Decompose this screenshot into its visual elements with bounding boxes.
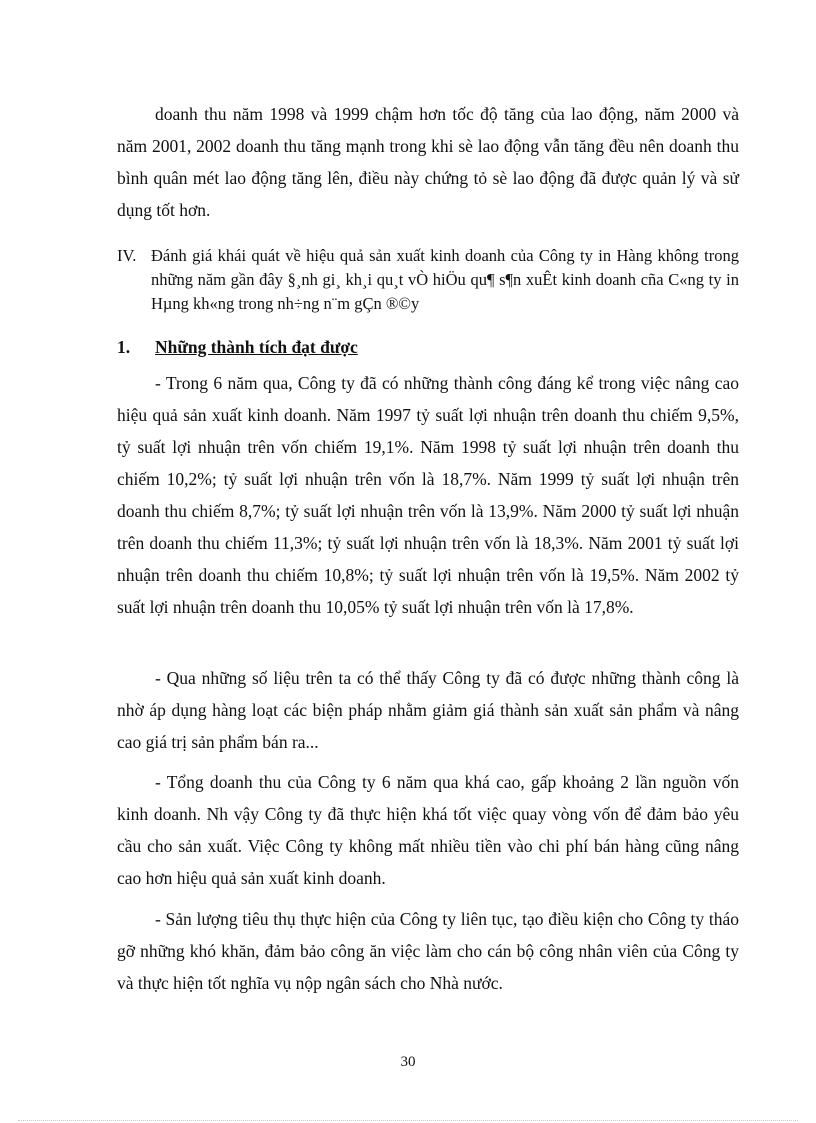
- section-title: Đánh giá khái quát về hiệu quả sản xuất kinh doanh của Công ty in Hàng không trong những năm gần đây §¸nh gi¸ kh¸i qu¸t vÒ hiÖu qu¶ s¶n xuÊt kinh doanh cña C«ng ty in Hµng kh«ng trong nh÷ng n¨m gÇn ®©y: [151, 246, 739, 313]
- paragraph-analysis: - Qua những số liệu trên ta có thể thấy Công ty đã có được những thành công là nhờ áp dụng hàng loạt các biện pháp nhằm giảm giá thành sản xuất sản phẩm và nâng cao giá trị sản phẩm bán ra...: [117, 668, 739, 752]
- section-heading-iv: [117, 244, 739, 316]
- footer-divider: [18, 1120, 798, 1121]
- section-number: IV.: [117, 246, 137, 265]
- subsection-heading-1: [117, 333, 739, 361]
- page-number: 30: [400, 1054, 416, 1070]
- subsection-number: 1.: [117, 337, 131, 357]
- paragraph-output: - Sản lượng tiêu thụ thực hiện của Công ty liên tục, tạo điều kiện cho Công ty tháo gỡ những khó khăn, đảm bảo công ăn việc làm cho cán bộ công nhân viên của Công ty và thực hiện tốt nghĩa vụ nộp ngân sách cho Nhà nước.: [117, 909, 739, 993]
- paragraph-achievements: - Trong 6 năm qua, Công ty đã có những thành công đáng kể trong việc nâng cao hiệu quả sản xuất kinh doanh. Năm 1997 tỷ suất lợi nhuận trên doanh thu chiếm 9,5%, tỷ suất lợi nhuận trên vốn chiếm 19,1%. Năm 1998 tỷ suất lợi nhuận trên doanh thu chiếm 10,2%; tỷ suất lợi nhuận trên vốn là 18,7%. Năm 1999 tỷ suất lợi nhuận trên doanh thu chiếm 8,7%; tỷ suất lợi nhuận trên vốn là 13,9%. Năm 2000 tỷ suất lợi nhuận trên doanh thu chiếm 11,3%; tỷ suất lợi nhuận trên vốn là 18,3%. Năm 2001 tỷ suất lợi nhuận trên doanh thu chiếm 10,8%; tỷ suất lợi nhuận trên vốn là 19,5%. Năm 2002 tỷ suất lợi nhuận trên doanh thu 10,05% tỷ suất lợi nhuận trên vốn là 17,8%.: [117, 373, 739, 617]
- paragraph-intro: doanh thu năm 1998 và 1999 chậm hơn tốc độ tăng của lao động, năm 2000 và năm 2001, 2002 doanh thu tăng mạnh trong khi sè lao động vẫn tăng đều nên doanh thu bình quân mét lao động tăng lên, điều này chứng tỏ sè lao động đã được quản lý và sử dụng tốt hơn.: [117, 104, 739, 220]
- paragraph-revenue: - Tổng doanh thu của Công ty 6 năm qua khá cao, gấp khoảng 2 lần nguồn vốn kinh doanh. Nh vậy Công ty đã thực hiện khá tốt việc quay vòng vốn để đảm bảo yêu cầu cho sản xuất. Việc Công ty không mất nhiều tiền vào chi phí bán hàng cũng nâng cao hơn hiệu quả sản xuất kinh doanh.: [117, 772, 739, 888]
- subsection-title: Những thành tích đạt được: [155, 337, 358, 357]
